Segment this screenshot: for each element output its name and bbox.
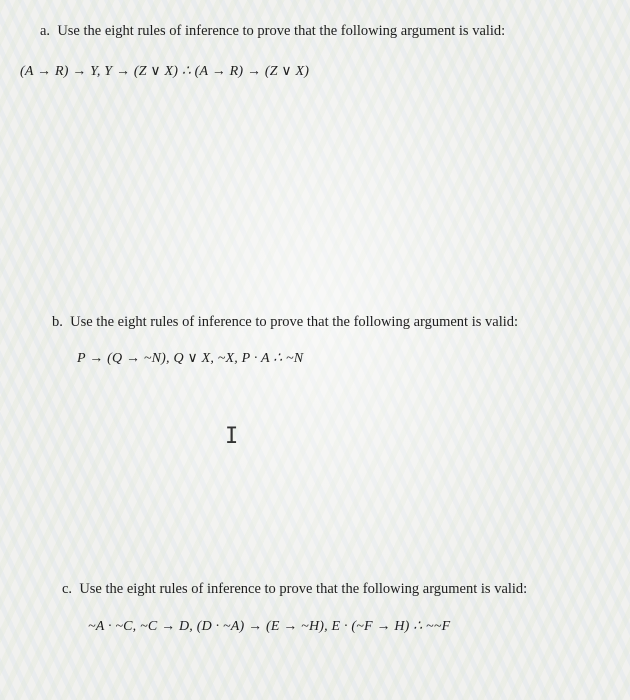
text-cursor-icon: I: [225, 424, 239, 449]
question-a-prompt: [40, 23, 505, 40]
question-c-formula: ~A · ~C, ~C → D, (D · ~A) → (E → ~H), E · (~F → H) ∴ ~~F: [88, 619, 451, 634]
question-b-text: Use the eight rules of inference to prove that the following argument is valid:: [70, 314, 519, 330]
question-c-prompt: [62, 581, 527, 598]
question-c-text: Use the eight rules of inference to prove that the following argument is valid:: [79, 581, 528, 597]
question-b-label: b.: [52, 314, 63, 330]
question-b-prompt: [52, 314, 518, 331]
question-c-label: c.: [62, 581, 73, 597]
question-a-text: Use the eight rules of inference to prove that the following argument is valid:: [57, 23, 506, 39]
question-a-label: a.: [40, 23, 51, 39]
question-a-formula: (A → R) → Y, Y → (Z ∨ X) ∴ (A → R) → (Z ∨ X): [20, 64, 310, 79]
question-b-formula: P → (Q → ~N), Q ∨ X, ~X, P · A ∴ ~N: [77, 351, 304, 366]
